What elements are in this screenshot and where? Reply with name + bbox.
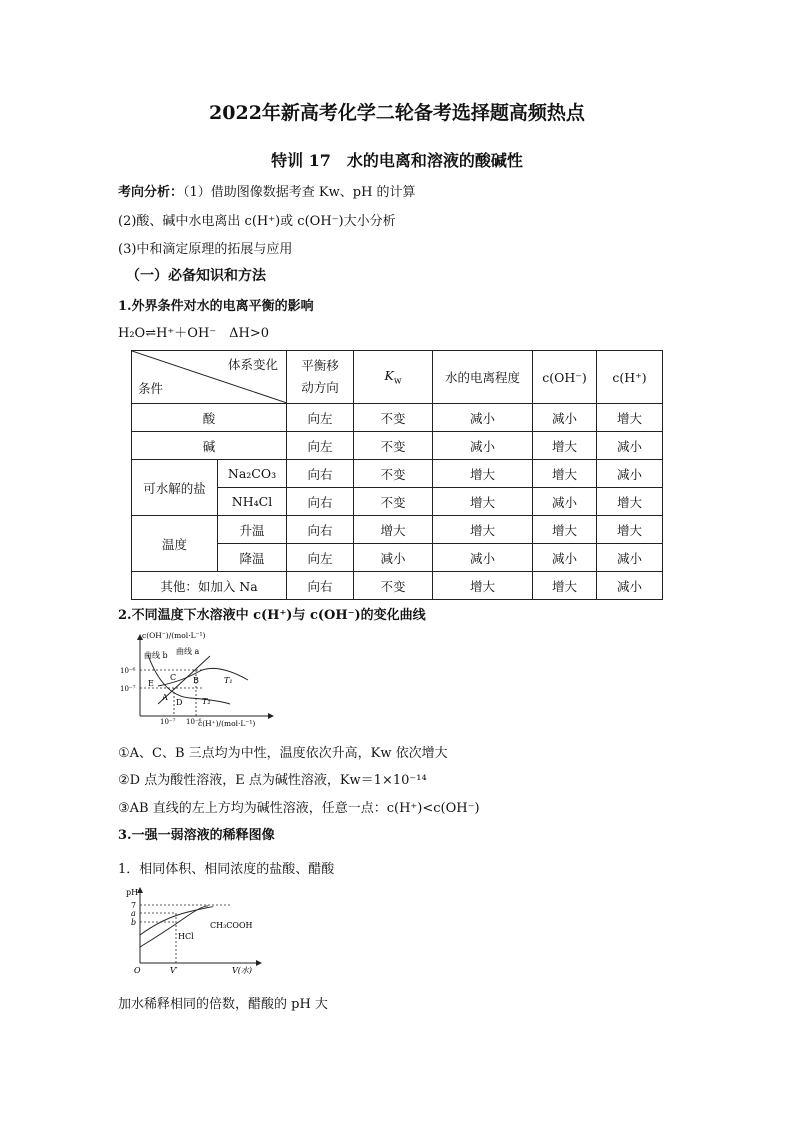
y-tick-low: 10⁻⁷: [120, 685, 136, 693]
curve-b-label: 曲线 b: [144, 651, 168, 660]
diag-bottom-label: 条件: [138, 381, 164, 396]
x-tick-v: V′: [170, 966, 178, 975]
table-row: 温度 升温 向右 增大 增大 增大 增大: [132, 516, 663, 544]
analysis-item-3: (3)中和滴定原理的拓展与应用: [118, 242, 293, 257]
ch3cooh-label: CH₃COOH: [210, 921, 253, 930]
x-tick-low: 10⁻⁷: [160, 718, 176, 726]
table-row: 降温 向左 减小 减小 减小 减小: [132, 544, 663, 572]
y-axis-label: pH: [126, 888, 139, 897]
y-tick-7: 7: [131, 901, 137, 910]
table-row: 碱 向左 不变 减小 增大 减小: [132, 432, 663, 460]
topic1-equation: H₂O⇌H⁺＋OH⁻ ΔH>0: [118, 326, 270, 341]
topic3-item: 1．相同体积、相同浓度的盐酸、醋酸: [118, 862, 335, 877]
section-heading: （一）必备知识和方法: [126, 268, 266, 284]
header-ionization: 水的电离程度: [433, 351, 533, 404]
point-c-label: C: [170, 673, 177, 682]
header-oh: c(OH⁻): [533, 351, 597, 404]
table-row: 可水解的盐 Na₂CO₃ 向右 不变 增大 增大 减小: [132, 460, 663, 488]
page-subtitle: 特训 17 水的电离和溶液的酸碱性: [271, 151, 523, 170]
table-row: 其他：如加入 Na 向右 不变 增大 增大 减小: [132, 572, 663, 600]
x-axis-arrow: [256, 960, 262, 966]
point-e-label: E: [148, 679, 154, 688]
topic3-conclusion: 加水稀释相同的倍数，醋酸的 pH 大: [118, 997, 328, 1012]
x-tick-high: 10⁻⁶: [186, 718, 202, 726]
y-tick-b: b: [131, 918, 137, 927]
header-shift: 平衡移动方向: [287, 351, 354, 404]
topic2-note-1: ①A、C、B 三点均为中性，温度依次升高，Kw 依次增大: [118, 746, 448, 761]
diag-top-label: 体系变化: [227, 357, 278, 372]
y-tick-high: 10⁻⁶: [120, 667, 136, 675]
table-row: NH₄Cl 向右 不变 增大 减小 增大: [132, 488, 663, 516]
analysis-line-1: [118, 181, 416, 200]
x-axis-label: V(水): [232, 966, 253, 975]
analysis-item-1: （1）借助图像数据考查 Kw、pH 的计算: [183, 185, 416, 200]
x-axis-arrow: [268, 713, 274, 719]
point-d-label: D: [176, 698, 183, 707]
y-axis-label: c(OH⁻)/(mol·L⁻¹): [142, 631, 206, 640]
ionization-table: [131, 350, 663, 600]
t2-label: T₂: [202, 697, 211, 706]
diagonal-header-cell: [132, 351, 287, 404]
group-cell: 可水解的盐: [132, 460, 218, 516]
curve-a-label: 曲线 a: [176, 647, 200, 656]
t1-label: T₁: [224, 676, 233, 685]
topic3-heading: 3.一强一弱溶液的稀释图像: [118, 828, 275, 843]
x-axis-label: c(H⁺)/(mol·L⁻¹): [198, 719, 256, 728]
point-b-label: B: [193, 676, 199, 685]
water-ionization-curve-figure: [118, 628, 278, 730]
point-a-label: A: [162, 693, 168, 702]
y-tick-a: a: [131, 909, 136, 918]
group-cell: 温度: [132, 516, 218, 572]
hcl-label: HCl: [178, 932, 194, 941]
topic1-heading: 1.外界条件对水的电离平衡的影响: [118, 299, 314, 314]
table-row: 酸 向左 不变 减小 减小 增大: [132, 404, 663, 432]
page-title: 2022年新高考化学二轮备考选择题高频热点: [209, 102, 585, 124]
curve-t2: [148, 655, 230, 704]
topic2-note-2: ②D 点为酸性溶液，E 点为碱性溶液，Kw＝1×10⁻¹⁴: [118, 773, 427, 788]
topic2-note-3: ③AB 直线的左上方均为碱性溶液，任意一点：c(H⁺)<c(OH⁻): [118, 801, 480, 816]
analysis-label: 考向分析：: [118, 185, 184, 200]
ch3cooh-curve: [140, 907, 213, 935]
analysis-item-2: (2)酸、碱中水电离出 c(H⁺)或 c(OH⁻)大小分析: [118, 214, 396, 229]
topic2-heading: 2.不同温度下水溶液中 c(H⁺)与 c(OH⁻)的变化曲线: [118, 608, 426, 623]
hcl-curve: [140, 906, 208, 947]
dilution-figure: [118, 883, 268, 978]
header-kw: $K_w$: [354, 351, 433, 404]
header-h: c(H⁺): [597, 351, 663, 404]
origin-label: O: [134, 966, 141, 975]
